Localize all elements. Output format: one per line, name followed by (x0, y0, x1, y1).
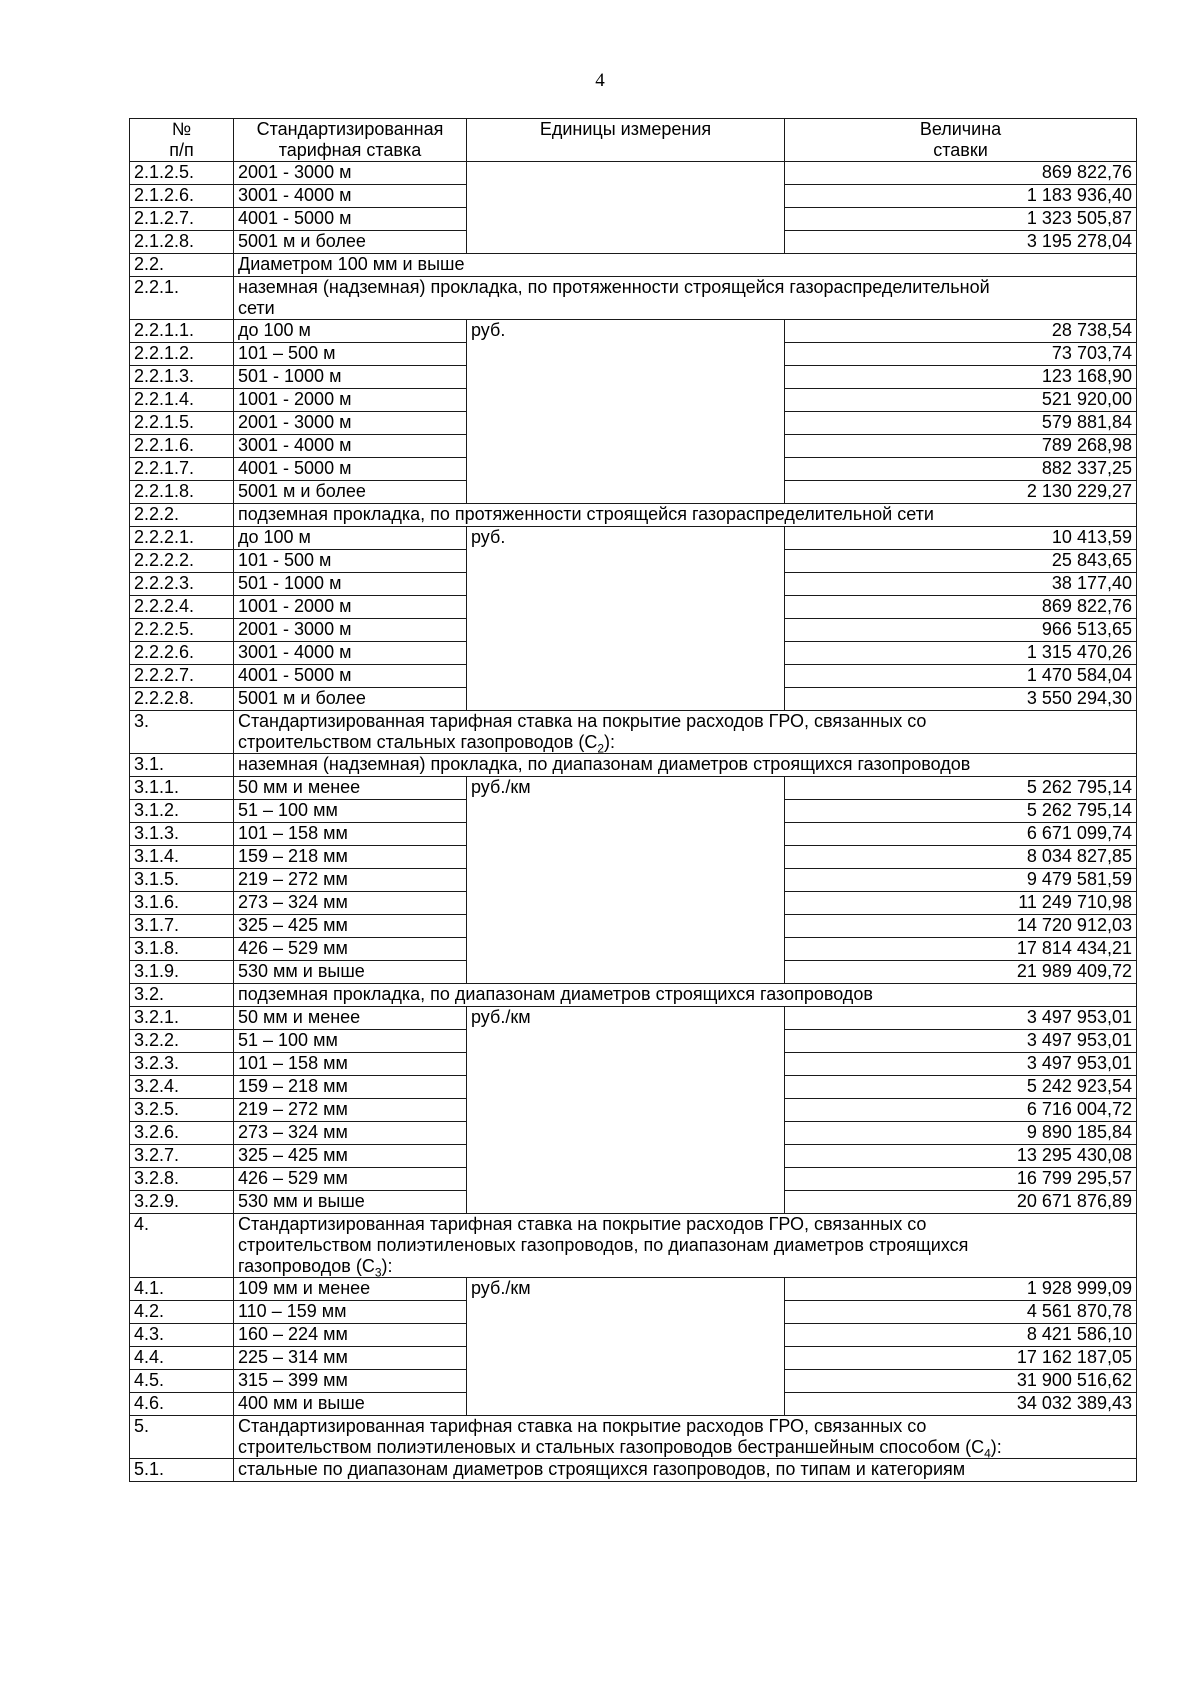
row-number: 3.1.1. (130, 777, 234, 800)
row-name: 426 – 529 мм (234, 938, 467, 961)
row-name: 225 – 314 мм (234, 1347, 467, 1370)
row-number: 2.1.2.6. (130, 185, 234, 208)
row-name: 1001 - 2000 м (234, 389, 467, 412)
row-value: 3 550 294,30 (785, 688, 1137, 711)
row-number: 3.2.8. (130, 1168, 234, 1191)
row-value: 25 843,65 (785, 550, 1137, 573)
row-value: 123 168,90 (785, 366, 1137, 389)
table-header-row (130, 119, 1137, 162)
table-row (130, 777, 1137, 800)
row-name: 273 – 324 мм (234, 892, 467, 915)
row-name: 51 – 100 мм (234, 1030, 467, 1053)
row-units: руб./км (467, 1278, 785, 1416)
row-number: 3.2.2. (130, 1030, 234, 1053)
row-number: 3.1.3. (130, 823, 234, 846)
row-name: 2001 - 3000 м (234, 162, 467, 185)
row-number: 2.2.2.3. (130, 573, 234, 596)
row-value: 2 130 229,27 (785, 481, 1137, 504)
row-number: 2.1.2.5. (130, 162, 234, 185)
table-row (130, 162, 1137, 185)
section-number: 5. (130, 1416, 234, 1459)
row-number: 3.1.4. (130, 846, 234, 869)
row-number: 2.1.2.8. (130, 231, 234, 254)
section-title: Стандартизированная тарифная ставка на покрытие расходов ГРО, связанных со строительством стальных газопроводов $(С_2)$: (234, 711, 1137, 754)
row-name: 219 – 272 мм (234, 1099, 467, 1122)
row-name: 1001 - 2000 м (234, 596, 467, 619)
row-name: 5001 м и более (234, 231, 467, 254)
section-number: 3. (130, 711, 234, 754)
row-units (467, 162, 785, 254)
row-number: 2.2.1.2. (130, 343, 234, 366)
row-value: 579 881,84 (785, 412, 1137, 435)
row-number: 3.1.9. (130, 961, 234, 984)
row-value: 1 183 936,40 (785, 185, 1137, 208)
row-value: 17 162 187,05 (785, 1347, 1137, 1370)
row-name: 2001 - 3000 м (234, 619, 467, 642)
row-name: 3001 - 4000 м (234, 185, 467, 208)
row-value: 882 337,25 (785, 458, 1137, 481)
row-number: 2.1.2.7. (130, 208, 234, 231)
row-name: 101 – 500 м (234, 343, 467, 366)
row-value: 4 561 870,78 (785, 1301, 1137, 1324)
row-number: 2.2.2.1. (130, 527, 234, 550)
row-value: 20 671 876,89 (785, 1191, 1137, 1214)
row-value: 11 249 710,98 (785, 892, 1137, 915)
section-title: подземная прокладка, по диапазонам диаметров строящихся газопроводов (234, 984, 1137, 1007)
row-value: 13 295 430,08 (785, 1145, 1137, 1168)
row-value: 1 928 999,09 (785, 1278, 1137, 1301)
row-name: 2001 - 3000 м (234, 412, 467, 435)
row-value: 73 703,74 (785, 343, 1137, 366)
row-value: 521 920,00 (785, 389, 1137, 412)
row-value: 34 032 389,43 (785, 1393, 1137, 1416)
row-value: 14 720 912,03 (785, 915, 1137, 938)
row-number: 4.2. (130, 1301, 234, 1324)
table-row (130, 1007, 1137, 1030)
section-title: стальные по диапазонам диаметров строящихся газопроводов, по типам и категориям (234, 1459, 1137, 1482)
row-number: 3.1.7. (130, 915, 234, 938)
section-title: наземная (надземная) прокладка, по диапазонам диаметров строящихся газопроводов (234, 754, 1137, 777)
row-number: 2.2.1.7. (130, 458, 234, 481)
row-name: 400 мм и выше (234, 1393, 467, 1416)
row-number: 3.1.6. (130, 892, 234, 915)
row-name: 5001 м и более (234, 688, 467, 711)
row-number: 3.2.3. (130, 1053, 234, 1076)
table-row (130, 320, 1137, 343)
row-name: 4001 - 5000 м (234, 665, 467, 688)
row-value: 5 242 923,54 (785, 1076, 1137, 1099)
row-name: 3001 - 4000 м (234, 642, 467, 665)
row-value: 10 413,59 (785, 527, 1137, 550)
row-name: 50 мм и менее (234, 777, 467, 800)
row-value: 1 470 584,04 (785, 665, 1137, 688)
header-no: № п/п (130, 119, 234, 162)
row-value: 38 177,40 (785, 573, 1137, 596)
row-number: 3.2.9. (130, 1191, 234, 1214)
row-number: 2.2.2.2. (130, 550, 234, 573)
row-number: 2.2.1.6. (130, 435, 234, 458)
row-number: 3.1.5. (130, 869, 234, 892)
row-name: 159 – 218 мм (234, 1076, 467, 1099)
row-value: 3 195 278,04 (785, 231, 1137, 254)
row-units: руб. (467, 527, 785, 711)
row-name: 50 мм и менее (234, 1007, 467, 1030)
row-number: 2.2.2.5. (130, 619, 234, 642)
row-value: 16 799 295,57 (785, 1168, 1137, 1191)
row-name: 101 - 500 м (234, 550, 467, 573)
section-row (130, 711, 1137, 754)
section-number: 3.1. (130, 754, 234, 777)
table-row (130, 1278, 1137, 1301)
row-number: 2.2.1.4. (130, 389, 234, 412)
row-units: руб./км (467, 777, 785, 984)
row-value: 1 323 505,87 (785, 208, 1137, 231)
section-row (130, 277, 1137, 320)
row-name: 5001 м и более (234, 481, 467, 504)
row-number: 3.2.5. (130, 1099, 234, 1122)
row-value: 869 822,76 (785, 162, 1137, 185)
section-title: Стандартизированная тарифная ставка на покрытие расходов ГРО, связанных со строительством полиэтиленовых и стальных газопроводов бестраншейным способом $(С_4)$: (234, 1416, 1137, 1459)
row-name: 501 - 1000 м (234, 366, 467, 389)
section-number: 2.2.2. (130, 504, 234, 527)
row-number: 3.2.7. (130, 1145, 234, 1168)
header-rate: Стандартизированная тарифная ставка (234, 119, 467, 162)
section-number: 3.2. (130, 984, 234, 1007)
tariff-table (129, 118, 1137, 1482)
section-row (130, 754, 1137, 777)
row-number: 4.6. (130, 1393, 234, 1416)
row-units: руб. (467, 320, 785, 504)
row-value: 3 497 953,01 (785, 1007, 1137, 1030)
row-name: 530 мм и выше (234, 961, 467, 984)
row-name: 101 – 158 мм (234, 1053, 467, 1076)
row-value: 1 315 470,26 (785, 642, 1137, 665)
page-number: 4 (595, 70, 605, 91)
row-name: 51 – 100 мм (234, 800, 467, 823)
row-number: 2.2.1.5. (130, 412, 234, 435)
row-name: 110 – 159 мм (234, 1301, 467, 1324)
row-number: 2.2.2.7. (130, 665, 234, 688)
row-number: 3.1.2. (130, 800, 234, 823)
row-name: 4001 - 5000 м (234, 208, 467, 231)
row-value: 17 814 434,21 (785, 938, 1137, 961)
row-name: до 100 м (234, 527, 467, 550)
row-value: 5 262 795,14 (785, 800, 1137, 823)
section-number: 4. (130, 1214, 234, 1278)
row-number: 2.2.2.4. (130, 596, 234, 619)
row-value: 9 890 185,84 (785, 1122, 1137, 1145)
section-number: 2.2.1. (130, 277, 234, 320)
row-number: 2.2.1.8. (130, 481, 234, 504)
row-value: 966 513,65 (785, 619, 1137, 642)
row-name: 219 – 272 мм (234, 869, 467, 892)
row-number: 4.1. (130, 1278, 234, 1301)
row-value: 28 738,54 (785, 320, 1137, 343)
row-name: 325 – 425 мм (234, 915, 467, 938)
row-number: 3.2.1. (130, 1007, 234, 1030)
section-title: подземная прокладка, по протяженности строящейся газораспределительной сети (234, 504, 1137, 527)
header-units: Единицы измерения (467, 119, 785, 162)
row-value: 3 497 953,01 (785, 1053, 1137, 1076)
row-units: руб./км (467, 1007, 785, 1214)
row-name: 3001 - 4000 м (234, 435, 467, 458)
row-number: 2.2.1.1. (130, 320, 234, 343)
section-title: Диаметром 100 мм и выше (234, 254, 1137, 277)
section-row (130, 254, 1137, 277)
row-number: 3.1.8. (130, 938, 234, 961)
section-row (130, 1459, 1137, 1482)
row-number: 2.2.2.8. (130, 688, 234, 711)
section-row (130, 1416, 1137, 1459)
row-number: 4.3. (130, 1324, 234, 1347)
row-name: 315 – 399 мм (234, 1370, 467, 1393)
row-name: 501 - 1000 м (234, 573, 467, 596)
section-number: 2.2. (130, 254, 234, 277)
row-value: 789 268,98 (785, 435, 1137, 458)
table-row (130, 527, 1137, 550)
row-value: 9 479 581,59 (785, 869, 1137, 892)
row-name: 159 – 218 мм (234, 846, 467, 869)
section-title: наземная (надземная) прокладка, по протяженности строящейся газораспределительной сети (234, 277, 1137, 320)
row-value: 31 900 516,62 (785, 1370, 1137, 1393)
row-name: 426 – 529 мм (234, 1168, 467, 1191)
row-name: 160 – 224 мм (234, 1324, 467, 1347)
row-name: 325 – 425 мм (234, 1145, 467, 1168)
section-row (130, 504, 1137, 527)
row-value: 8 034 827,85 (785, 846, 1137, 869)
row-name: 109 мм и менее (234, 1278, 467, 1301)
row-value: 6 716 004,72 (785, 1099, 1137, 1122)
row-value: 21 989 409,72 (785, 961, 1137, 984)
row-number: 2.2.2.6. (130, 642, 234, 665)
row-name: 530 мм и выше (234, 1191, 467, 1214)
section-row (130, 1214, 1137, 1278)
row-number: 3.2.4. (130, 1076, 234, 1099)
row-value: 5 262 795,14 (785, 777, 1137, 800)
row-number: 3.2.6. (130, 1122, 234, 1145)
row-value: 8 421 586,10 (785, 1324, 1137, 1347)
row-name: до 100 м (234, 320, 467, 343)
row-value: 6 671 099,74 (785, 823, 1137, 846)
row-number: 4.5. (130, 1370, 234, 1393)
row-number: 2.2.1.3. (130, 366, 234, 389)
row-name: 101 – 158 мм (234, 823, 467, 846)
row-value: 869 822,76 (785, 596, 1137, 619)
section-title: Стандартизированная тарифная ставка на покрытие расходов ГРО, связанных со строительством полиэтиленовых газопроводов, по диапазонам диаметров строящихся газопроводов $(С_3)$: (234, 1214, 1137, 1278)
header-value: Величина ставки (785, 119, 1137, 162)
row-name: 4001 - 5000 м (234, 458, 467, 481)
section-number: 5.1. (130, 1459, 234, 1482)
row-name: 273 – 324 мм (234, 1122, 467, 1145)
section-row (130, 984, 1137, 1007)
row-value: 3 497 953,01 (785, 1030, 1137, 1053)
row-number: 4.4. (130, 1347, 234, 1370)
